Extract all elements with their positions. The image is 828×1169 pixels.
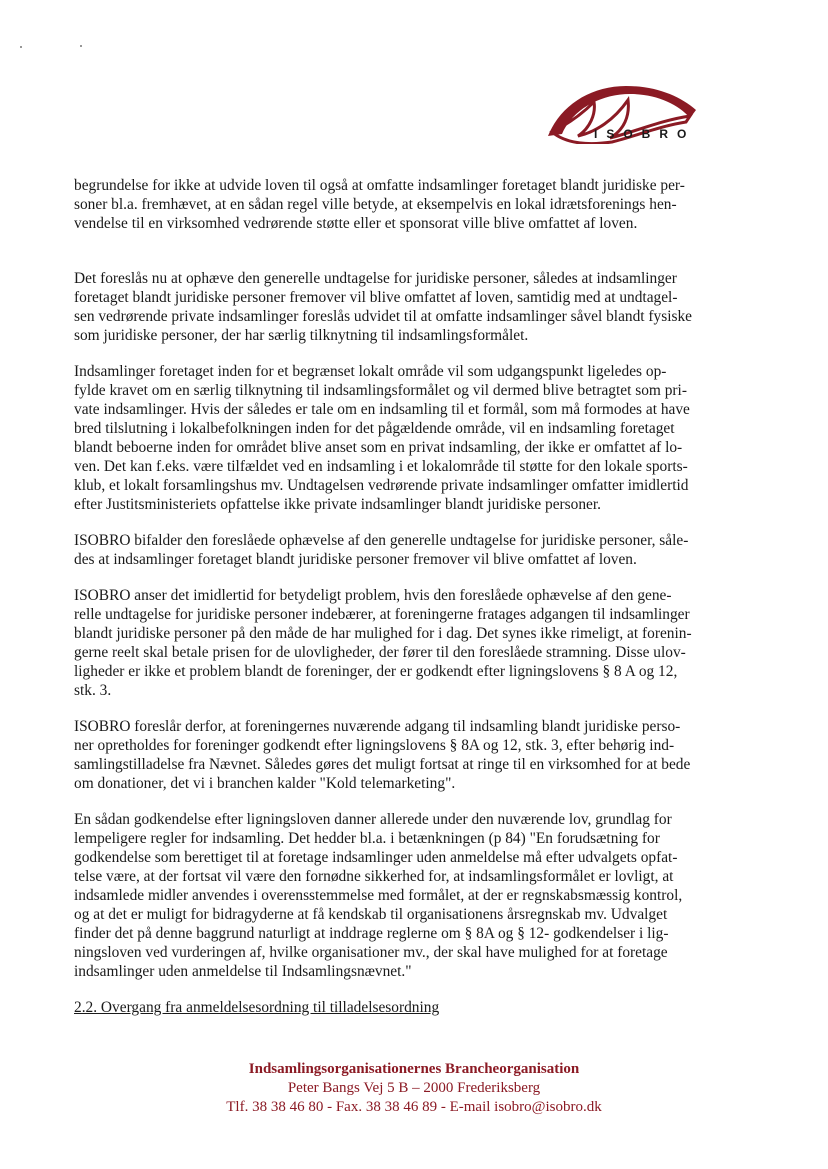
text-line: ISOBRO foreslår derfor, at foreningernes nuværende adgang til indsamling blandt juridiske perso-	[74, 718, 681, 735]
text-line: vate indsamlinger. Hvis der således er tale om en indsamling til et formål, som må formodes at have	[74, 401, 690, 418]
text-line: bred tilslutning i lokalbefolkningen inden for det pågældende område, vil en indsamling foretaget	[74, 420, 675, 437]
text-line: indsamlede midler anvendes i overensstemmelse med formålet, at der er regnskabsmæssig kontrol,	[74, 887, 683, 904]
paragraph-1	[74, 176, 746, 233]
text-line: foretaget blandt juridiske personer fremover vil blive omfattet af loven, samtidig med at undtagel-	[74, 289, 678, 306]
text-line: blandt beboerne inden for området blive anset som en privat indsamling, der ikke er omfattet af lo-	[74, 439, 683, 456]
footer-contact: Tlf. 38 38 46 80 - Fax. 38 38 46 89 - E-mail isobro@isobro.dk	[226, 1099, 602, 1115]
text-line: des at indsamlinger foretaget blandt juridiske personer fremover vil blive omfattet af loven.	[74, 551, 637, 568]
text-line: godkendelse som berettiget til at foretage indsamlinger uden anmeldelse må efter udvalgets opfat-	[74, 849, 678, 866]
text-line: ISOBRO bifalder den foreslåede ophævelse af den generelle undtagelse for juridiske personer, såle-	[74, 532, 689, 549]
text-line: telse være, at der fortsat vil være den fornødne sikkerhed for, at indsamlingsformålet er lovligt, at	[74, 868, 674, 885]
text-line: gerne reelt skal betale prisen for de ulovligheder, der fører til den foreslåede stramning. Disse ulov-	[74, 644, 686, 661]
letter-body	[74, 176, 746, 1017]
scan-speck	[20, 46, 22, 48]
letterhead-footer	[0, 1060, 828, 1117]
text-line: begrundelse for ikke at udvide loven til også at omfatte indsamlinger foretaget blandt juridiske per-	[74, 177, 685, 194]
footer-org-name: Indsamlingsorganisationernes Brancheorganisation	[248, 1061, 580, 1077]
text-line: fylde kravet om en særlig tilknytning til indsamlingsformålet og vil dermed blive betragtet som pri-	[74, 382, 687, 399]
paragraph-7	[74, 810, 746, 981]
text-line: sen vedrørende private indsamlinger foreslås udvidet til at omfatte indsamlinger såvel blandt fysiske	[74, 308, 693, 325]
isobro-logo	[538, 80, 708, 144]
text-line: ligheder er ikke et problem blandt de foreninger, der er godkendt efter ligningslovens § 8 A og 12,	[74, 663, 678, 680]
text-line: vendelse til en virksomhed vedrørende støtte eller et sponsorat ville blive omfattet af loven.	[74, 215, 638, 232]
paragraph-6	[74, 717, 746, 793]
text-line: ningsloven ved vurderingen af, hvilke organisationer mv., der skal have mulighed for at foretage	[74, 944, 668, 961]
section-heading: 2.2. Overgang fra anmeldelsesordning til tilladelsesordning	[74, 999, 440, 1016]
text-line: ven. Det kan f.eks. være tilfældet ved en indsamling i et lokalområde til støtte for den lokale sports-	[74, 458, 688, 475]
text-line: relle undtagelse for juridiske personer indebærer, at foreningerne fratages adgangen til indsamlinger	[74, 606, 690, 623]
text-line: soner bl.a. fremhævet, at en sådan regel ville betyde, at eksempelvis en lokal idrætsforenings hen-	[74, 196, 677, 213]
text-line: om donationer, det vi i branchen kalder "Kold telemarketing".	[74, 775, 456, 792]
text-line: som juridiske personer, der har særlig tilknytning til indsamlingsformålet.	[74, 327, 529, 344]
text-line: ner opretholdes for foreninger godkendt efter ligningslovens § 8A og 12, stk. 3, efter behørig ind-	[74, 737, 675, 754]
text-line: Det foreslås nu at ophæve den generelle undtagelse for juridiske personer, således at indsamlinger	[74, 270, 677, 287]
paragraph-5	[74, 586, 746, 700]
text-line: ISOBRO anser det imidlertid for betydeligt problem, hvis den foreslåede ophævelse af den gene-	[74, 587, 672, 604]
text-line: klub, et lokalt forsamlingshus mv. Undtagelsen vedrørende private indsamlinger omfatter imidlertid	[74, 477, 689, 494]
text-line: indsamlinger uden anmeldelse til Indsamlingsnævnet."	[74, 963, 412, 980]
text-line: samlingstilladelse fra Nævnet. Således gøres det muligt fortsat at ringe til en virksomhed for at bede	[74, 756, 691, 773]
paragraph-4	[74, 531, 746, 569]
text-line: stk. 3.	[74, 682, 112, 699]
text-line: blandt juridiske personer på den måde de har mulighed for i dag. Det synes ikke rimeligt, at forenin-	[74, 625, 692, 642]
text-line: og at det er muligt for bidragyderne at få kendskab til organisationens årsregnskab mv. Udvalget	[74, 906, 668, 923]
text-line: Indsamlinger foretaget inden for et begrænset lokalt område vil som udgangspunkt ligeledes op-	[74, 363, 667, 380]
text-line: En sådan godkendelse efter ligningsloven danner allerede under den nuværende lov, grundlag for	[74, 811, 672, 828]
paragraph-2	[74, 269, 746, 345]
text-line: finder det på denne baggrund naturligt at inddrage reglerne om § 8A og § 12- godkendelser i lig-	[74, 925, 669, 942]
logo-text: ISOBRO	[594, 127, 696, 141]
text-line: efter Justitsministeriets opfattelse ikke private indsamlinger blandt juridiske personer.	[74, 496, 602, 513]
footer-address: Peter Bangs Vej 5 B – 2000 Frederiksberg	[287, 1080, 541, 1096]
scan-speck	[80, 45, 82, 47]
text-line: lempeligere regler for indsamling. Det hedder bl.a. i betænkningen (p 84) "En forudsætning for	[74, 830, 660, 847]
paragraph-3	[74, 362, 746, 514]
